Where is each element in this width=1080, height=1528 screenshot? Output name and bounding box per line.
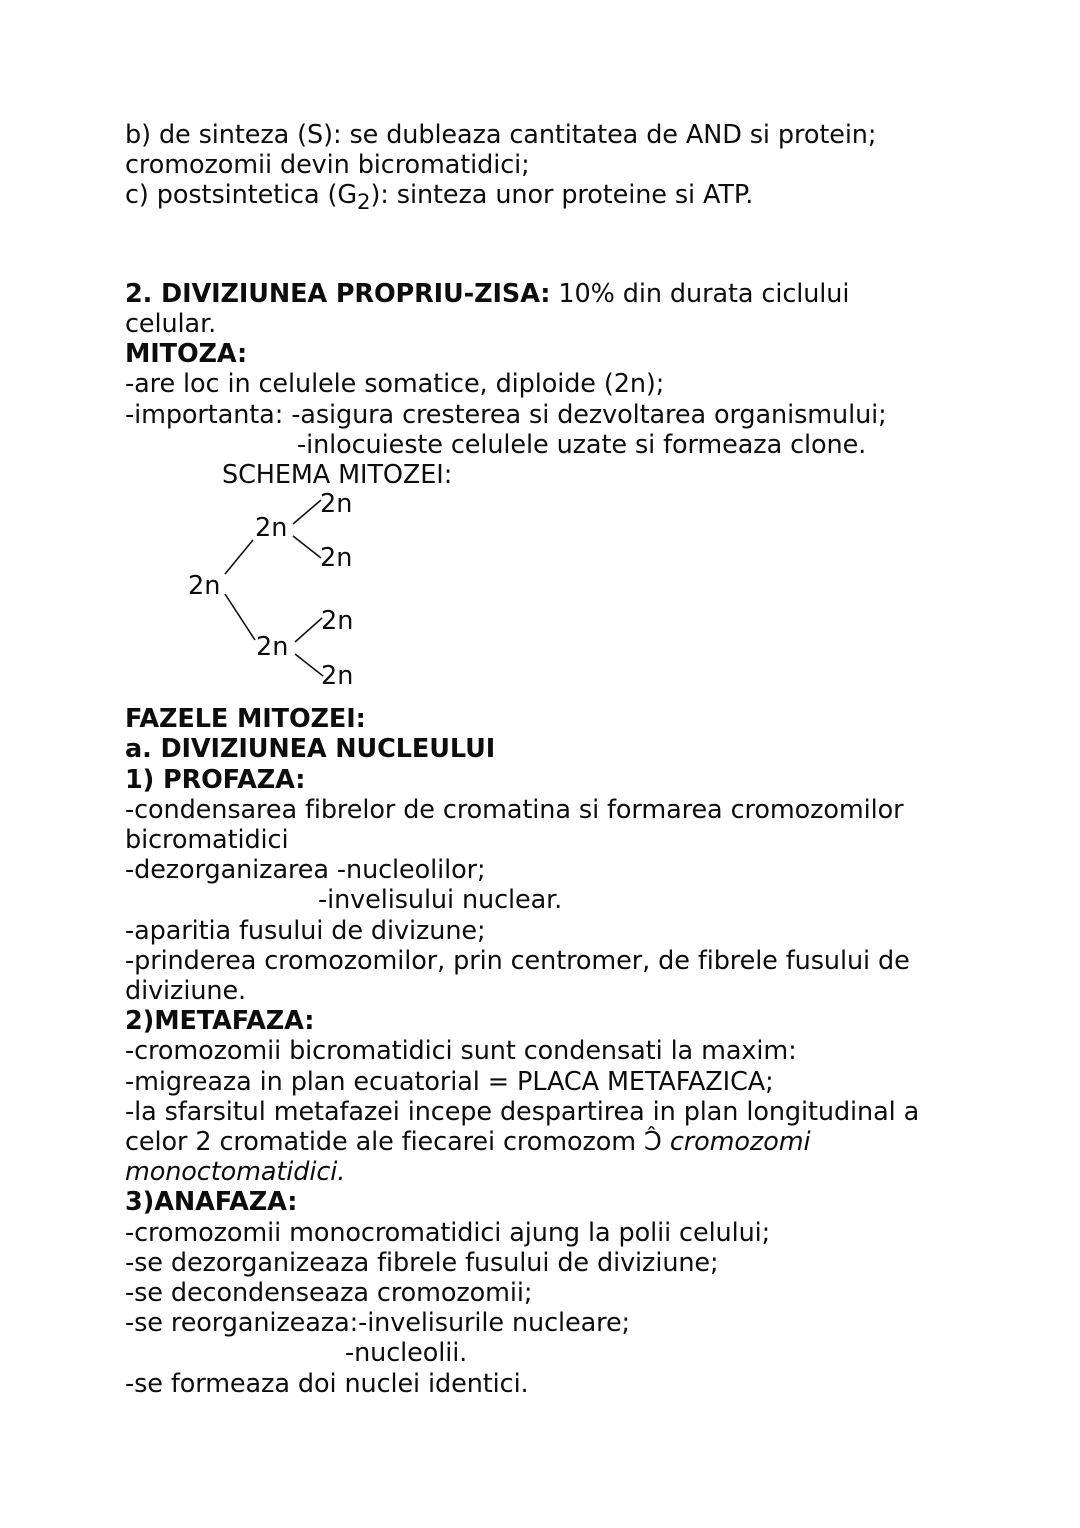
heading-metafaza: 2)METAFAZA: [125, 1006, 315, 1037]
schema-node-branch-b-child-2: 2n [321, 661, 354, 692]
text-line-anafaza-4-cont: -nucleolii. [345, 1338, 468, 1369]
schema-node-branch-a: 2n [255, 513, 288, 544]
text-line-sinteza: b) de sinteza (S): se dubleaza cantitatea de AND si protein; [125, 120, 877, 150]
text-line-metafaza-3-cont-2: monoctomatidici. [125, 1157, 346, 1188]
paragraph-spacer [125, 219, 965, 279]
text-line-mitoza-2: -importanta: -asigura cresterea si dezvoltarea organismului; [125, 399, 887, 430]
text-line-metafaza-3: -la sfarsitul metafazei incepe despartirea in plan longitudinal a [125, 1096, 920, 1127]
schema-node-root: 2n [188, 571, 221, 602]
schema-connector-lines [125, 489, 965, 704]
document-body [125, 120, 965, 1399]
heading-diviziunea-bold: 2. DIVIZIUNEA PROPRIU-ZISA: [125, 278, 551, 309]
text-line-profaza-3: -aparitia fusului de divizune; [125, 915, 486, 946]
heading-profaza: 1) PROFAZA: [125, 764, 306, 795]
text-line-anafaza-3: -se decondenseaza cromozomii; [125, 1277, 533, 1308]
text-line-profaza-4: -prinderea cromozomilor, prin centromer, de fibrele fusului de [125, 945, 910, 976]
heading-diviziunea-nucleului: a. DIVIZIUNEA NUCLEULUI [125, 734, 496, 765]
postsintetica-prefix: c) postsintetica (G [125, 180, 358, 211]
label-schema-mitozei: SCHEMA MITOZEI: [222, 459, 453, 490]
text-line-profaza-2: -dezorganizarea -nucleolilor; [125, 855, 486, 886]
text-line-profaza-1: -condensarea fibrelor de cromatina si formarea cromozomilor [125, 794, 904, 825]
schema-node-branch-a-child-1: 2n [320, 489, 353, 520]
heading-diviziunea-rest: 10% din durata ciclului [550, 278, 850, 309]
text-line-anafaza-5: -se formeaza doi nuclei identici. [125, 1368, 529, 1399]
schema-mitozei-diagram [125, 489, 965, 704]
text-line-mitoza-1: -are loc in celulele somatice, diploide (2n); [125, 369, 665, 400]
heading-mitoza: MITOZA: [125, 339, 248, 370]
metafaza-italic-run: cromozomi [661, 1126, 811, 1157]
text-line-metafaza-1: -cromozomii bicromatidici sunt condensati la maxim: [125, 1036, 797, 1067]
text-line-postsintetica [125, 180, 965, 218]
postsintetica-suffix: ): sinteza unor proteine si ATP. [370, 180, 754, 211]
g2-subscript: 2 [357, 190, 371, 216]
heading-fazele-mitozei: FAZELE MITOZEI: [125, 704, 366, 735]
schema-node-branch-a-child-2: 2n [320, 543, 353, 574]
text-line-anafaza-2: -se dezorganizeaza fibrele fusului de diviziune; [125, 1247, 719, 1278]
heading-diviziunea-cont: celular. [125, 308, 217, 339]
text-line-profaza-2-cont: -invelisului nuclear. [318, 885, 563, 916]
text-line-mitoza-2-cont: -inlocuieste celulele uzate si formeaza clone. [297, 429, 867, 460]
schema-node-branch-b: 2n [256, 632, 289, 663]
text-line-anafaza-4: -se reorganizeaza:-invelisurile nucleare; [125, 1308, 631, 1339]
implies-arrow-glyph: Ɔ̂ [644, 1126, 662, 1157]
text-line-metafaza-2: -migreaza in plan ecuatorial = PLACA METAFAZICA; [125, 1066, 774, 1097]
text-line-profaza-4-cont: diviziune. [125, 975, 247, 1006]
heading-diviziunea-propriu-zisa [125, 279, 965, 309]
text-line-anafaza-1: -cromozomii monocromatidici ajung la polii celului; [125, 1217, 771, 1248]
text-line-sinteza-cont: cromozomii devin bicromatidici; [125, 150, 530, 181]
heading-anafaza: 3)ANAFAZA: [125, 1187, 298, 1218]
metafaza-plain-run: celor 2 cromatide ale fiecarei cromozom [125, 1126, 645, 1157]
text-line-profaza-1-cont: bicromatidici [125, 824, 289, 855]
schema-node-branch-b-child-1: 2n [321, 606, 354, 637]
text-line-metafaza-3-cont [125, 1127, 965, 1157]
